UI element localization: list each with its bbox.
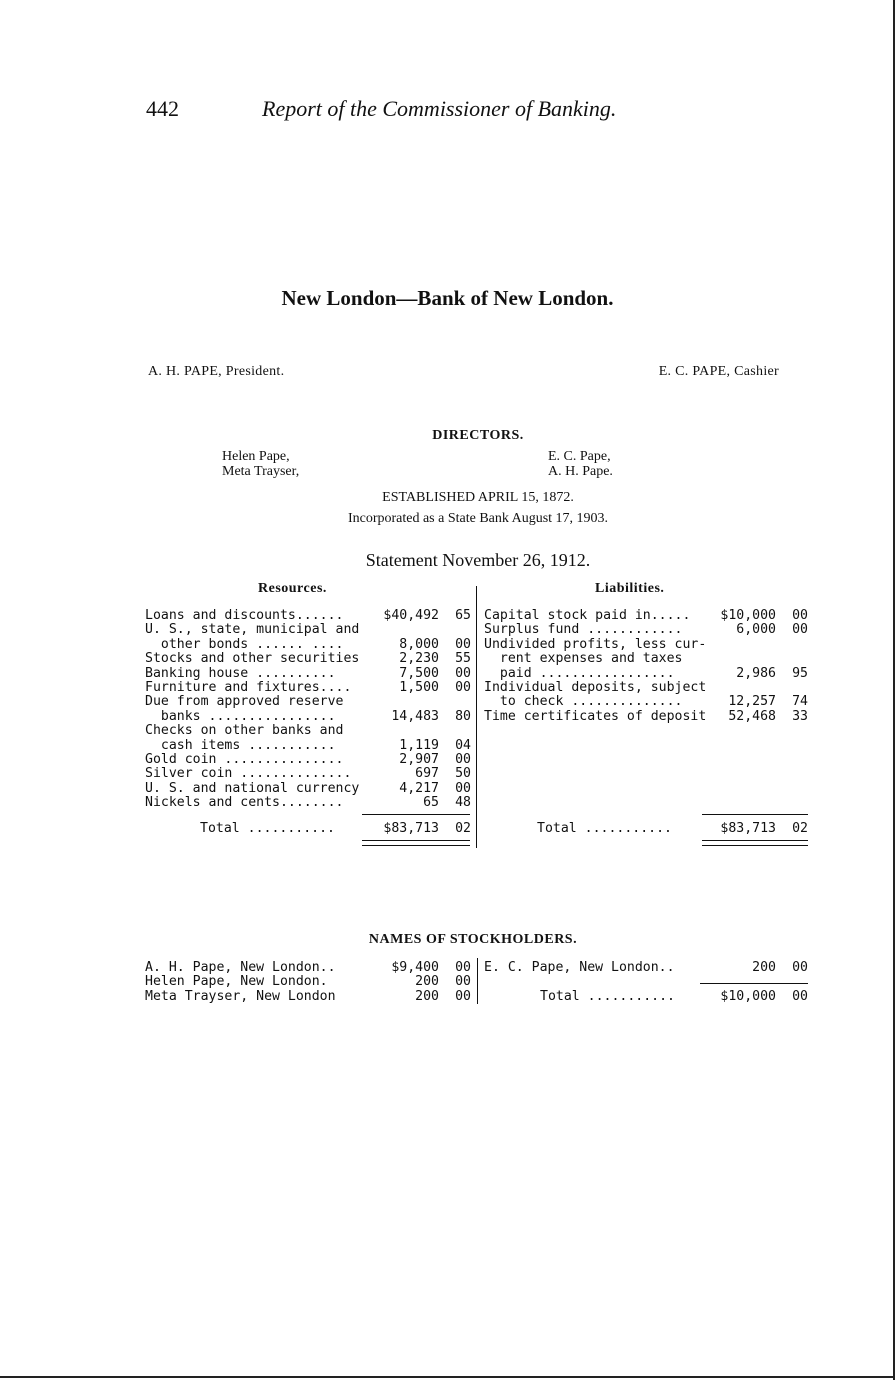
- liabilities-double-rule: [702, 840, 808, 846]
- stockholders-right: [484, 961, 812, 975]
- liabilities-total-row: [484, 821, 812, 836]
- liabilities-ledger: [484, 609, 812, 724]
- row-label: E. C. Pape, New London..: [484, 960, 675, 975]
- stockholders-left: [145, 961, 475, 1004]
- total-cents: 02: [455, 821, 471, 836]
- row-label: Meta Trayser, New London: [145, 988, 336, 1004]
- resource-row: [145, 739, 475, 753]
- row-amount: 8,000: [399, 636, 439, 652]
- liability-row: [484, 652, 812, 666]
- incorporated-line: Incorporated as a State Bank August 17, 1903.: [347, 511, 609, 526]
- row-amount: 12,257: [728, 694, 776, 710]
- total-label: Total ...........: [540, 989, 675, 1004]
- row-amount: 2,230: [399, 651, 439, 667]
- directors-left: [222, 449, 299, 479]
- resources-total-row: [145, 821, 475, 836]
- stockholders-heading: NAMES OF STOCKHOLDERS.: [368, 932, 578, 947]
- row-amount: $40,492: [383, 608, 439, 623]
- row-label: cash items ...........: [145, 737, 336, 753]
- row-cents: 50: [455, 766, 471, 782]
- row-label: Stocks and other securities: [145, 651, 360, 667]
- liability-row: [484, 695, 812, 709]
- total-label: Total ...........: [537, 821, 672, 836]
- stockholders-sum-rule: [700, 983, 808, 984]
- stockholder-row: [145, 975, 475, 989]
- row-label: Due from approved reserve: [145, 694, 344, 710]
- row-label: other bonds ...... ....: [145, 636, 344, 652]
- row-cents: 00: [455, 960, 471, 975]
- row-cents: 65: [455, 608, 471, 623]
- row-cents: 48: [455, 795, 471, 811]
- row-amount: 7,500: [399, 665, 439, 681]
- row-amount: 2,907: [399, 751, 439, 767]
- row-cents: 00: [455, 780, 471, 796]
- row-cents: 95: [792, 665, 808, 681]
- liability-row: [484, 609, 812, 623]
- total-amount: $83,713: [383, 821, 439, 836]
- row-cents: 00: [455, 665, 471, 681]
- stockholder-row: [145, 990, 475, 1004]
- resources-ledger: [145, 609, 475, 810]
- row-cents: 00: [792, 960, 808, 975]
- resource-row: [145, 753, 475, 767]
- resource-row: [145, 638, 475, 652]
- resources-heading: Resources.: [258, 581, 327, 596]
- resources-sum-rule: [362, 814, 470, 815]
- row-cents: 00: [792, 608, 808, 623]
- cashier: E. C. PAPE, Cashier: [658, 364, 779, 379]
- resource-row: [145, 667, 475, 681]
- page-number: 442: [146, 96, 179, 121]
- row-label: Gold coin ...............: [145, 751, 344, 767]
- column-divider: [476, 586, 477, 848]
- row-cents: 74: [792, 694, 808, 710]
- row-cents: 55: [455, 651, 471, 667]
- row-label: A. H. Pape, New London..: [145, 960, 336, 975]
- row-label: rent expenses and taxes: [484, 651, 683, 667]
- row-amount: 1,119: [399, 737, 439, 753]
- liabilities-sum-rule: [702, 814, 808, 815]
- bank-title: New London—Bank of New London.: [281, 286, 614, 310]
- row-cents: 04: [455, 737, 471, 753]
- liabilities-heading: Liabilities.: [595, 581, 665, 596]
- row-amount: $9,400: [391, 960, 439, 975]
- total-cents: 02: [792, 821, 808, 836]
- row-amount: 200: [752, 960, 776, 975]
- row-amount: $10,000: [720, 608, 776, 623]
- row-cents: 00: [455, 679, 471, 695]
- row-cents: 33: [792, 708, 808, 724]
- president: A. H. PAPE, President.: [148, 364, 285, 379]
- row-label: Surplus fund ............: [484, 622, 683, 638]
- director-name: E. C. Pape,: [548, 449, 611, 464]
- row-label: Helen Pape, New London.: [145, 974, 328, 990]
- row-cents: 00: [455, 636, 471, 652]
- liability-row: [484, 710, 812, 724]
- row-label: Capital stock paid in.....: [484, 608, 691, 623]
- row-label: paid .................: [484, 665, 675, 681]
- row-label: to check ..............: [484, 694, 683, 710]
- row-amount: 200: [415, 988, 439, 1004]
- row-label: Individual deposits, subject: [484, 679, 707, 695]
- row-label: Loans and discounts......: [145, 608, 344, 623]
- row-label: U. S. and national currency: [145, 780, 360, 796]
- total-amount: $83,713: [720, 821, 776, 836]
- statement-title: Statement November 26, 1912.: [365, 550, 591, 570]
- row-amount: 65: [423, 795, 439, 811]
- liability-row: [484, 623, 812, 637]
- directors-heading: DIRECTORS.: [432, 428, 524, 443]
- resources-double-rule: [362, 840, 470, 846]
- row-amount: 6,000: [736, 622, 776, 638]
- row-amount: 1,500: [399, 679, 439, 695]
- total-amount: $10,000: [720, 989, 776, 1004]
- liability-row: [484, 667, 812, 681]
- row-cents: 00: [455, 974, 471, 990]
- row-label: Time certificates of deposit: [484, 708, 707, 724]
- row-amount: 52,468: [728, 708, 776, 724]
- row-label: U. S., state, municipal and: [145, 622, 360, 638]
- row-label: banks ................: [145, 708, 336, 724]
- row-cents: 00: [455, 988, 471, 1004]
- stockholder-row: [484, 961, 812, 975]
- row-amount: 14,483: [391, 708, 439, 724]
- row-label: Furniture and fixtures....: [145, 679, 352, 695]
- liability-row: [484, 681, 812, 695]
- directors-right: [548, 449, 613, 479]
- resource-row: [145, 695, 475, 709]
- row-amount: 2,986: [736, 665, 776, 681]
- established-line: ESTABLISHED APRIL 15, 1872.: [382, 490, 574, 505]
- report-title: Report of the Commissioner of Banking.: [262, 96, 617, 121]
- director-name: Helen Pape,: [222, 449, 290, 464]
- page-edge-bottom: [0, 1376, 895, 1378]
- liability-row: [484, 638, 812, 652]
- row-amount: 4,217: [399, 780, 439, 796]
- resource-row: [145, 782, 475, 796]
- row-label: Checks on other banks and: [145, 723, 344, 739]
- director-name: A. H. Pape.: [548, 464, 613, 479]
- stockholders-divider: [477, 958, 478, 1004]
- row-amount: 697: [415, 766, 439, 782]
- stockholders-total-row: [484, 989, 812, 1004]
- director-name: Meta Trayser,: [222, 464, 300, 479]
- row-label: Silver coin ..............: [145, 766, 352, 782]
- row-amount: 200: [415, 974, 439, 990]
- total-cents: 00: [792, 989, 808, 1004]
- resource-row: [145, 767, 475, 781]
- resource-row: [145, 724, 475, 738]
- row-label: Undivided profits, less cur-: [484, 636, 707, 652]
- row-cents: 80: [455, 708, 471, 724]
- resource-row: [145, 623, 475, 637]
- total-label: Total ...........: [200, 821, 335, 836]
- resource-row: [145, 652, 475, 666]
- stockholder-row: [145, 961, 475, 975]
- resource-row: [145, 609, 475, 623]
- row-label: Nickels and cents........: [145, 795, 344, 811]
- resource-row: [145, 681, 475, 695]
- resource-row: [145, 710, 475, 724]
- resource-row: [145, 796, 475, 810]
- row-label: Banking house ..........: [145, 665, 336, 681]
- row-cents: 00: [792, 622, 808, 638]
- row-cents: 00: [455, 751, 471, 767]
